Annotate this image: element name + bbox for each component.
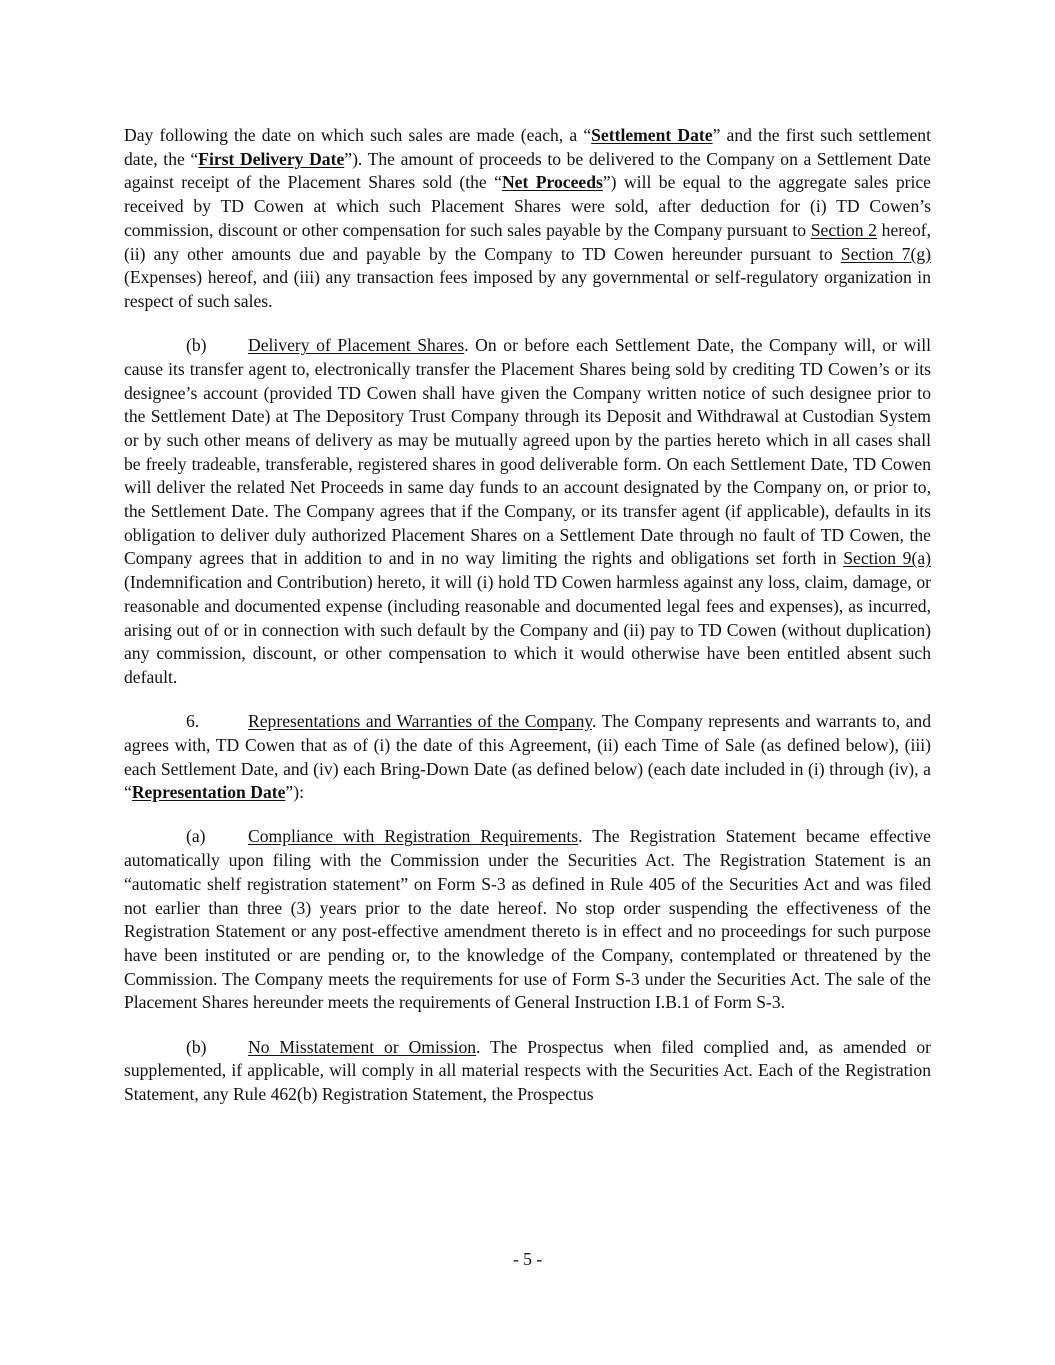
paragraph-delivery-of-placement-shares [124,334,931,690]
clause-heading: Delivery of Placement Shares [248,335,465,356]
paragraph-no-misstatement-or-omission [124,1036,931,1107]
section-reference: Section 9(a) [843,548,931,569]
page-number: - 5 - [512,1249,543,1269]
text-span: ” and the first such settlement date, the “ [124,125,931,169]
section-heading: Representations and Warranties of the Company [248,711,593,732]
text-span: ”). The amount of proceeds to be delivered to the Company on a Settlement Date against receipt of the Placement Shares sold (the “ [124,148,931,193]
text-span: (Expenses) hereof, and (iii) any transaction fees imposed by any governmental or self-regulatory organization in respect of such sales. [124,267,931,311]
paragraph-settlement-continued [124,124,931,314]
clause-number: (b) [186,335,207,356]
clause-heading: Compliance with Registration Requirements [248,826,579,847]
defined-term-net-proceeds: Net Proceeds [501,172,603,193]
section-reference: Section 2 [810,219,877,240]
text-span: ”) will be equal to the aggregate sales price received by TD Cowen at which such Placement Shares were sold, after deduction for (i) TD Cowen’s commission, discount or other compensation for such sales payable by the Company pursuant to [124,172,931,240]
text-span: . On or before each Settlement Date, the Company will, or will cause its transfer agent to, electronically transfer the Placement Shares being sold by crediting TD Cowen’s or its designee’s account (provided TD Cowen shall have given the Company written notice of such designee prior to the Settlement Date) at The Depository Trust Company through its Deposit and Withdrawal at Custodian System or by such other means of delivery as may be mutually agreed upon by the parties hereto which in all cases shall be freely tradeable, transferable, registered shares in good deliverable form. On each Settlement Date, TD Cowen will deliver the related Net Proceeds in same day funds to an account designated by the Company on, or prior to, the Settlement Date. The Company agrees that if the Company, or its transfer agent (if applicable), defaults in its obligation to deliver duly authorized Placement Shares on a Settlement Date through no fault of TD Cowen, the Company agrees that in addition to and in no way limiting the rights and obligations set forth in [124,335,932,569]
text-span: hereof, (ii) any other amounts due and payable by the Company to TD Cowen hereunder pursuant to [124,219,932,264]
paragraph-compliance-with-registration [124,825,931,1015]
clause-number: (a) [186,826,206,847]
text-span: . The Prospectus when filed complied and, as amended or supplemented, if applicable, will comply in all material respects with the Securities Act. Each of the Registration Statement, any Rule 462(b) Registration Statement, the Prospectus [124,1036,932,1105]
text-span: Day following the date on which such sales are made (each, a “ [124,125,592,145]
paragraph-representations-and-warranties [124,710,931,805]
text-span: (Indemnification and Contribution) hereto, it will (i) hold TD Cowen harmless against any loss, claim, damage, or reasonable and documented expense (including reasonable and documented legal fees and expenses), as incurred, arising out of or in connection with such default by the Company and (ii) pay to TD Cowen (without duplication) any commission, discount, or other compensation to which it would otherwise have been entitled absent such default. [124,572,931,687]
clause-number: (b) [186,1036,207,1057]
document-page [124,124,931,1127]
defined-term-representation-date: Representation Date [131,782,286,803]
section-reference: Section 7(g) [840,243,931,264]
text-span: . The Company represents and warrants to, and agrees with, TD Cowen that as of (i) the date of this Agreement, (ii) each Time of Sale (as defined below), (iii) each Settlement Date, and (iv) each Bring-Down Date (as defined below) (each date included in (i) through (iv), a “ [124,711,931,803]
defined-term-settlement-date: Settlement Date [591,125,713,145]
defined-term-first-delivery-date: First Delivery Date [198,148,345,169]
text-span: ”): [285,782,304,803]
text-span: . The Registration Statement became effective automatically upon filing with the Commission under the Securities Act. The Registration Statement is an “automatic shelf registration statement” on Form S-3 as defined in Rule 405 of the Securities Act and was filed not earlier than three (3) years prior to the date hereof. No stop order suspending the effectiveness of the Registration Statement or any post-effective amendment thereto is in effect and no proceedings for such purpose have been instituted or are pending or, to the knowledge of the Company, contemplated or threatened by the Commission. The Company meets the requirements for use of Form S-3 under the Securities Act. The sale of the Placement Shares hereunder meets the requirements of General Instruction I.B.1 of Form S-3. [124,826,931,1013]
section-number: 6. [186,711,200,732]
clause-heading: No Misstatement or Omission [248,1036,477,1057]
